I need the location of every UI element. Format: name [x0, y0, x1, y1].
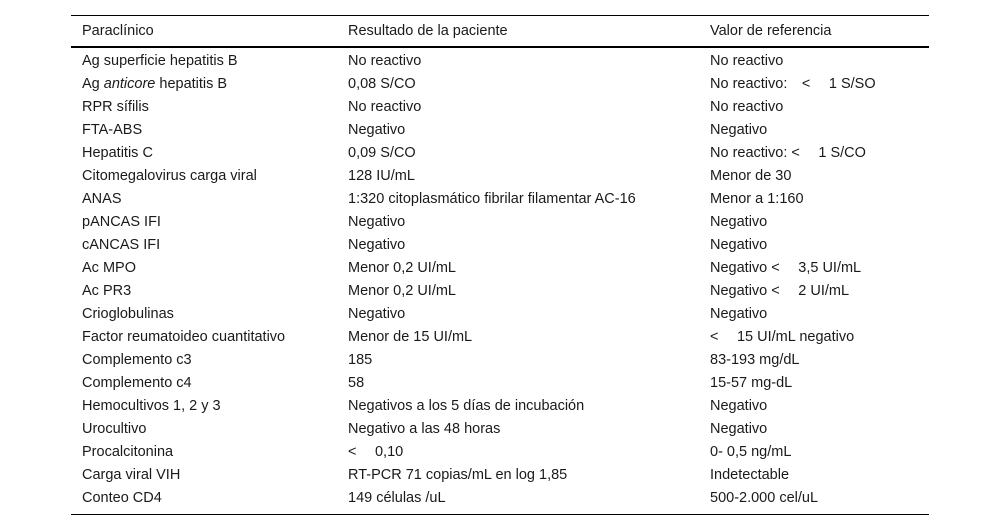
header-paraclinico: Paraclínico	[71, 16, 337, 48]
cell-patient-result: 0,08 S/CO	[348, 76, 416, 92]
cell-patient-result: No reactivo	[348, 53, 422, 69]
test-name-italic-text: anticore	[103, 76, 156, 92]
table-body	[71, 47, 929, 515]
cell-reference-value: No reactivo	[710, 99, 784, 115]
lab-results-table-container	[71, 15, 929, 515]
lab-results-table	[71, 15, 929, 515]
cell-reference-value: Menor a 1:160	[710, 191, 804, 207]
test-name-text: Factor reumatoideo cuantitativo	[82, 329, 286, 345]
cell-patient-result: Negativo	[348, 214, 406, 230]
cell-test-name	[71, 257, 337, 280]
table-row	[71, 464, 929, 487]
table-row	[71, 73, 929, 96]
cell-patient-result: RT-PCR 71 copias/mL en log 1,85	[348, 467, 568, 483]
cell-test-name	[71, 211, 337, 234]
cell-test-name	[71, 188, 337, 211]
table-row	[71, 441, 929, 464]
cell-patient-result: Negativo	[348, 306, 406, 322]
cell-patient-result: 185	[348, 352, 373, 368]
cell-test-name	[71, 464, 337, 487]
table-row	[71, 165, 929, 188]
table-row	[71, 234, 929, 257]
cell-reference-value: Negativo	[710, 122, 768, 138]
table-row	[71, 326, 929, 349]
test-name-text: cANCAS IFI	[82, 237, 161, 253]
cell-patient-result: Menor 0,2 UI/mL	[348, 283, 456, 299]
table-row	[71, 487, 929, 515]
table-row	[71, 142, 929, 165]
table-row	[71, 280, 929, 303]
cell-reference-value: No reactivo: < 1 S/SO	[710, 76, 876, 92]
cell-reference-value: Negativo	[710, 306, 768, 322]
table-row	[71, 349, 929, 372]
test-name-suffix-text: hepatitis B	[155, 76, 228, 92]
test-name-text: Complemento c4	[82, 375, 192, 391]
cell-reference-value: Negativo	[710, 398, 768, 414]
cell-reference-value: Negativo	[710, 421, 768, 437]
cell-test-name	[71, 165, 337, 188]
cell-reference-value: Indetectable	[710, 467, 790, 483]
table-row	[71, 303, 929, 326]
cell-patient-result: Menor 0,2 UI/mL	[348, 260, 456, 276]
cell-reference-value: Negativo	[710, 214, 768, 230]
test-name-text: Complemento c3	[82, 352, 192, 368]
table-row	[71, 96, 929, 119]
table-header	[71, 16, 929, 48]
cell-patient-result: 0,09 S/CO	[348, 145, 416, 161]
cell-test-name	[71, 418, 337, 441]
test-name-text: pANCAS IFI	[82, 214, 161, 230]
test-name-text: ANAS	[82, 191, 122, 207]
cell-patient-result: 128 IU/mL	[348, 168, 415, 184]
cell-reference-value: 500-2.000 cel/uL	[710, 490, 819, 506]
cell-test-name	[71, 73, 337, 96]
cell-reference-value: Negativo	[710, 237, 768, 253]
test-name-text: Ac PR3	[82, 283, 132, 299]
cell-patient-result: No reactivo	[348, 99, 422, 115]
cell-patient-result: 58	[348, 375, 365, 391]
test-name-text: Carga viral VIH	[82, 467, 181, 483]
table-row	[71, 47, 929, 73]
table-row	[71, 257, 929, 280]
table-row	[71, 188, 929, 211]
cell-test-name	[71, 96, 337, 119]
cell-patient-result: Menor de 15 UI/mL	[348, 329, 473, 345]
table-row	[71, 395, 929, 418]
test-name-text: FTA-ABS	[82, 122, 143, 138]
cell-reference-value: < 15 UI/mL negativo	[710, 329, 855, 345]
cell-test-name	[71, 441, 337, 464]
table-row	[71, 372, 929, 395]
cell-test-name	[71, 303, 337, 326]
cell-test-name	[71, 47, 337, 73]
test-name-text: Ac MPO	[82, 260, 136, 276]
cell-reference-value: No reactivo: < 1 S/CO	[710, 145, 866, 161]
test-name-text: Hepatitis C	[82, 145, 153, 161]
cell-reference-value: 83-193 mg/dL	[710, 352, 800, 368]
test-name-text: Hemocultivos 1, 2 y 3	[82, 398, 221, 414]
cell-patient-result: < 0,10	[348, 444, 404, 460]
header-resultado: Resultado de la paciente	[337, 16, 699, 48]
cell-reference-value: Negativo < 2 UI/mL	[710, 283, 850, 299]
header-row	[71, 16, 929, 48]
table-row	[71, 418, 929, 441]
cell-patient-result: Negativos a los 5 días de incubación	[348, 398, 585, 414]
test-name-text: Urocultivo	[82, 421, 147, 437]
test-name-text: Citomegalovirus carga viral	[82, 168, 257, 184]
cell-test-name	[71, 234, 337, 257]
cell-patient-result: Negativo a las 48 horas	[348, 421, 501, 437]
test-name-text: Ag	[82, 76, 104, 92]
test-name-text: Ag superficie hepatitis B	[82, 53, 238, 69]
cell-test-name	[71, 349, 337, 372]
cell-test-name	[71, 487, 337, 515]
test-name-text: Crioglobulinas	[82, 306, 174, 322]
test-name-text: RPR sífilis	[82, 99, 149, 115]
cell-test-name	[71, 395, 337, 418]
cell-reference-value: Menor de 30	[710, 168, 792, 184]
cell-reference-value: 15-57 mg-dL	[710, 375, 793, 391]
cell-reference-value: Negativo < 3,5 UI/mL	[710, 260, 862, 276]
cell-test-name	[71, 372, 337, 395]
table-row	[71, 119, 929, 142]
cell-test-name	[71, 119, 337, 142]
cell-reference-value: 0- 0,5 ng/mL	[710, 444, 792, 460]
cell-patient-result: Negativo	[348, 122, 406, 138]
header-valor-referencia: Valor de referencia	[699, 16, 929, 48]
test-name-text: Procalcitonina	[82, 444, 174, 460]
cell-reference-value: No reactivo	[710, 53, 784, 69]
cell-test-name	[71, 142, 337, 165]
cell-test-name	[71, 326, 337, 349]
test-name-text: Conteo CD4	[82, 490, 162, 506]
cell-patient-result: 149 células /uL	[348, 490, 446, 506]
table-row	[71, 211, 929, 234]
cell-patient-result: 1:320 citoplasmático fibrilar filamentar AC-16	[348, 191, 636, 207]
cell-patient-result: Negativo	[348, 237, 406, 253]
cell-test-name	[71, 280, 337, 303]
